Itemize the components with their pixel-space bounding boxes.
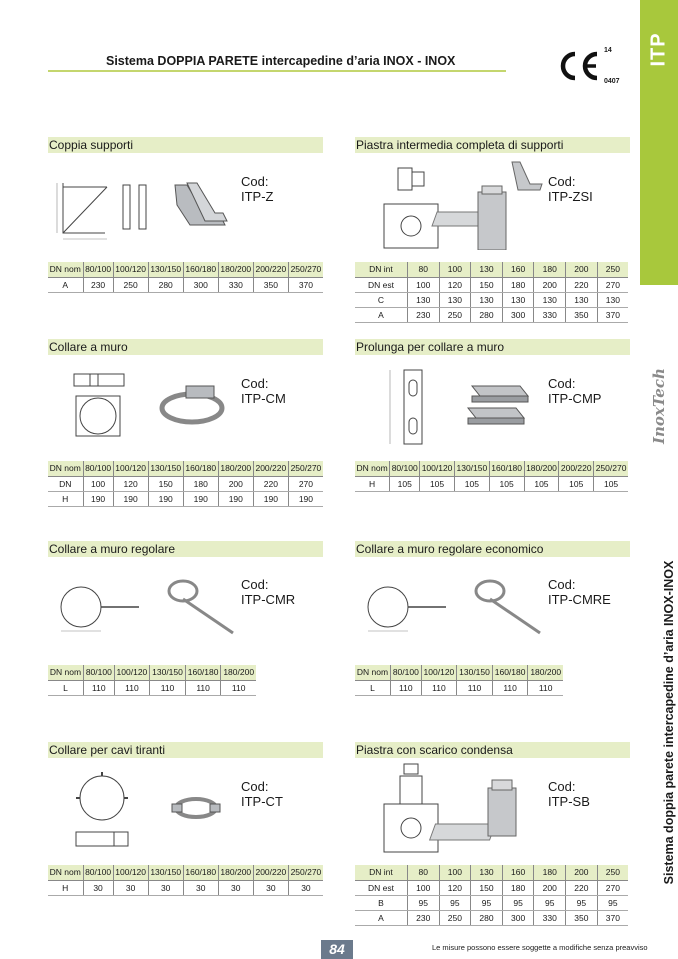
table-row [355, 680, 563, 695]
table-header-cell: 100/120 [113, 262, 148, 277]
support-bracket-drawing [55, 175, 235, 245]
table-cell: H [48, 880, 83, 895]
table-header-cell: 130/150 [457, 665, 493, 680]
table-cell: 130 [407, 292, 439, 307]
table-header-cell: 160 [502, 865, 534, 880]
page-title: Sistema DOPPIA PARETE intercapedine d’aria INOX - INOX [106, 54, 456, 68]
spec-table-itp-cmr [48, 665, 256, 696]
table-header-cell: 100/120 [114, 665, 150, 680]
table-cell: 180 [502, 880, 534, 895]
ce-mark-logo [555, 48, 601, 84]
inoxtech-logo [622, 368, 678, 448]
table-cell: 220 [566, 880, 598, 895]
table-cell: 105 [489, 476, 524, 491]
table-cell: 110 [84, 680, 115, 695]
table-cell: B [355, 895, 407, 910]
table-cell: DN est [355, 880, 407, 895]
table-header-row [48, 665, 256, 680]
table-cell: 110 [391, 680, 422, 695]
ce-number-top: 14 [604, 47, 612, 54]
table-cell: 130 [534, 292, 566, 307]
table-cell: 330 [218, 277, 253, 292]
table-header-row [355, 461, 628, 476]
table-cell: 110 [185, 680, 221, 695]
cod-block-itp-cmp [548, 376, 601, 406]
product-code: ITP-CT [241, 794, 283, 809]
side-tab-text: ITP [647, 32, 670, 67]
table-header-cell: 80/100 [390, 461, 420, 476]
section-collare-cavi-tiranti [48, 742, 323, 758]
table-header-cell: 180 [534, 865, 566, 880]
table-cell: 350 [566, 307, 598, 322]
table-cell: 270 [597, 880, 628, 895]
table-header-cell: 130/150 [148, 461, 183, 476]
table-cell: C [355, 292, 407, 307]
guy-wire-collar-drawing [62, 770, 237, 855]
condensate-plate-drawing [370, 762, 545, 860]
product-code: ITP-SB [548, 794, 590, 809]
table-header-cell: 80/100 [83, 262, 113, 277]
cod-label: Cod: [241, 376, 269, 391]
table-row [48, 880, 323, 895]
table-cell: 280 [471, 307, 503, 322]
table-header-cell: 130/150 [148, 262, 183, 277]
table-cell: A [48, 277, 83, 292]
table-cell: 95 [534, 895, 566, 910]
section-title: Coppia supporti [48, 137, 323, 153]
table-cell: 105 [420, 476, 455, 491]
table-header-cell: 100 [439, 865, 471, 880]
page-number: 84 [321, 940, 353, 959]
spec-table-itp-sb [355, 865, 628, 926]
table-header-cell: 180/200 [528, 665, 563, 680]
table-cell: A [355, 307, 407, 322]
table-header-cell: 200 [566, 865, 598, 880]
cod-block-itp-zsi [548, 174, 593, 204]
cod-label: Cod: [241, 577, 269, 592]
table-header-cell: 80 [407, 865, 439, 880]
table-header-row [355, 865, 628, 880]
table-cell: 150 [471, 880, 503, 895]
table-cell: 110 [492, 680, 528, 695]
table-cell: 190 [148, 491, 183, 506]
table-cell: 180 [183, 476, 218, 491]
table-cell: 95 [566, 895, 598, 910]
table-cell: 105 [594, 476, 628, 491]
table-row [355, 476, 628, 491]
cod-block-itp-cmr [241, 577, 295, 607]
table-cell: 150 [148, 476, 183, 491]
section-title: Collare a muro regolare [48, 541, 323, 557]
table-header-cell: 180/200 [218, 461, 253, 476]
table-cell: 95 [439, 895, 471, 910]
table-cell: 30 [253, 880, 288, 895]
table-cell: 30 [148, 880, 183, 895]
table-header-cell: 160/180 [183, 262, 218, 277]
table-header-cell: 80/100 [83, 865, 113, 880]
section-piastra-intermedia [355, 137, 630, 153]
table-header-cell: 130 [471, 262, 503, 277]
table-header-cell: 130/150 [454, 461, 489, 476]
table-row [355, 277, 628, 292]
footer-note: Le misure possono essere soggette a modifiche senza preavviso [432, 943, 648, 952]
spec-table-itp-zsi [355, 262, 628, 323]
table-header-row [48, 865, 323, 880]
table-cell: 190 [183, 491, 218, 506]
section-title: Piastra intermedia completa di supporti [355, 137, 630, 153]
table-cell: 190 [288, 491, 323, 506]
table-header-cell: 130 [471, 865, 503, 880]
table-header-cell: 200/220 [253, 262, 288, 277]
section-coppia-supporti [48, 137, 323, 153]
table-header-cell: 250/270 [288, 262, 323, 277]
table-header-cell: 180/200 [221, 665, 256, 680]
table-header-cell: 160 [502, 262, 534, 277]
section-title: Collare a muro [48, 339, 323, 355]
side-tab-label [640, 20, 678, 80]
table-header-cell: 160/180 [185, 665, 221, 680]
table-cell: 110 [150, 680, 186, 695]
table-header-cell: DN nom [355, 665, 391, 680]
table-header-cell: 160/180 [183, 461, 218, 476]
spec-table-itp-ct [48, 865, 323, 896]
table-cell: 270 [288, 476, 323, 491]
side-caption-text: Sistema doppia parete intercapedine d’aria INOX-INOX [662, 560, 676, 885]
section-piastra-scarico-condensa [355, 742, 630, 758]
table-cell: 105 [559, 476, 594, 491]
cod-block-itp-z [241, 174, 274, 204]
table-cell: 190 [83, 491, 113, 506]
table-cell: 30 [83, 880, 113, 895]
economic-collar-drawing [362, 575, 547, 640]
table-cell: DN est [355, 277, 407, 292]
table-cell: H [355, 476, 390, 491]
table-header-cell: 200/220 [559, 461, 594, 476]
table-row [355, 880, 628, 895]
table-header-cell: 250/270 [288, 461, 323, 476]
table-header-cell: DN nom [48, 865, 83, 880]
table-cell: 250 [439, 910, 471, 925]
table-header-row [48, 461, 323, 476]
table-cell: 100 [83, 476, 113, 491]
table-header-cell: DN nom [48, 262, 83, 277]
table-row [48, 680, 256, 695]
table-cell: 105 [390, 476, 420, 491]
table-cell: A [355, 910, 407, 925]
section-collare-regolare-economico [355, 541, 630, 557]
spec-table-itp-cmre [355, 665, 563, 696]
section-title: Collare a muro regolare economico [355, 541, 630, 557]
table-cell: 200 [534, 880, 566, 895]
section-title: Collare per cavi tiranti [48, 742, 323, 758]
table-row [355, 910, 628, 925]
table-cell: 95 [597, 895, 628, 910]
table-header-cell: 200/220 [253, 461, 288, 476]
product-code: ITP-Z [241, 189, 274, 204]
table-cell: 95 [471, 895, 503, 910]
table-header-cell: DN nom [48, 461, 83, 476]
table-header-cell: 250/270 [288, 865, 323, 880]
cod-block-itp-cmre [548, 577, 611, 607]
ce-number-bottom: 0407 [604, 78, 620, 85]
table-cell: 100 [407, 277, 439, 292]
table-cell: 330 [534, 307, 566, 322]
table-cell: L [48, 680, 84, 695]
table-header-cell: 100/120 [113, 461, 148, 476]
intermediate-plate-drawing [370, 160, 545, 250]
table-header-cell: 130/150 [150, 665, 186, 680]
table-cell: 30 [183, 880, 218, 895]
cod-label: Cod: [241, 779, 269, 794]
table-header-row [355, 665, 563, 680]
table-header-cell: 250 [597, 262, 628, 277]
table-cell: 220 [253, 476, 288, 491]
table-header-cell: 160/180 [489, 461, 524, 476]
table-cell: 330 [534, 910, 566, 925]
adjustable-collar-drawing [55, 575, 240, 640]
table-cell: 95 [502, 895, 534, 910]
table-cell: 30 [288, 880, 323, 895]
table-header-cell: DN nom [355, 461, 390, 476]
table-cell: 130 [597, 292, 628, 307]
table-header-cell: 180/200 [524, 461, 559, 476]
table-header-cell: 180/200 [218, 865, 253, 880]
side-caption [652, 545, 676, 900]
table-cell: H [48, 491, 83, 506]
spec-table-itp-z [48, 262, 323, 293]
table-cell: 190 [113, 491, 148, 506]
table-header-cell: 80 [407, 262, 439, 277]
table-cell: 200 [534, 277, 566, 292]
cod-label: Cod: [241, 174, 269, 189]
product-code: ITP-CMR [241, 592, 296, 607]
table-cell: 130 [471, 292, 503, 307]
table-header-cell: 250/270 [594, 461, 628, 476]
table-header-cell: 180 [534, 262, 566, 277]
table-header-cell: 100/120 [113, 865, 148, 880]
table-row [355, 307, 628, 322]
table-header-cell: 180/200 [218, 262, 253, 277]
table-header-cell: 100/120 [421, 665, 457, 680]
cod-label: Cod: [548, 779, 576, 794]
table-header-cell: 80/100 [391, 665, 422, 680]
table-cell: 370 [597, 307, 628, 322]
table-row [355, 895, 628, 910]
table-cell: 130 [439, 292, 471, 307]
table-header-cell: 160/180 [492, 665, 528, 680]
table-row [48, 277, 323, 292]
cod-block-itp-sb [548, 779, 590, 809]
table-cell: 180 [502, 277, 534, 292]
table-header-cell: 200/220 [253, 865, 288, 880]
product-code: ITP-CMRE [548, 592, 611, 607]
table-cell: 95 [407, 895, 439, 910]
cod-label: Cod: [548, 376, 576, 391]
table-header-cell: 160/180 [183, 865, 218, 880]
table-row [48, 491, 323, 506]
table-header-row [355, 262, 628, 277]
product-code: ITP-CM [241, 391, 286, 406]
table-cell: 120 [113, 476, 148, 491]
table-cell: 230 [407, 910, 439, 925]
table-cell: 230 [83, 277, 113, 292]
table-cell: 130 [566, 292, 598, 307]
table-row [48, 476, 323, 491]
table-header-cell: 200 [566, 262, 598, 277]
table-cell: 270 [597, 277, 628, 292]
table-cell: 190 [218, 491, 253, 506]
table-cell: 190 [253, 491, 288, 506]
table-cell: L [355, 680, 391, 695]
product-code: ITP-ZSI [548, 189, 593, 204]
table-header-cell: 80/100 [83, 461, 113, 476]
table-cell: 105 [454, 476, 489, 491]
table-cell: 200 [218, 476, 253, 491]
table-header-cell: 130/150 [148, 865, 183, 880]
spec-table-itp-cmp [355, 461, 628, 492]
section-title: Piastra con scarico condensa [355, 742, 630, 758]
spec-table-itp-cm [48, 461, 323, 507]
table-header-cell: 80/100 [84, 665, 115, 680]
wall-collar-drawing [62, 372, 237, 447]
brand-logo-text: InoxTech [650, 368, 668, 444]
table-header-cell: DN int [355, 865, 407, 880]
cod-block-itp-ct [241, 779, 283, 809]
table-cell: 370 [288, 277, 323, 292]
table-cell: 110 [457, 680, 493, 695]
section-collare-regolare [48, 541, 323, 557]
table-cell: 100 [407, 880, 439, 895]
table-cell: 30 [113, 880, 148, 895]
product-code: ITP-CMP [548, 391, 602, 406]
table-cell: 300 [502, 307, 534, 322]
table-cell: 120 [439, 880, 471, 895]
table-row [355, 292, 628, 307]
table-cell: 250 [439, 307, 471, 322]
section-collare-a-muro [48, 339, 323, 355]
table-header-cell: 100 [439, 262, 471, 277]
table-cell: 120 [439, 277, 471, 292]
table-header-row [48, 262, 323, 277]
table-cell: 370 [597, 910, 628, 925]
table-cell: 230 [407, 307, 439, 322]
table-cell: 110 [528, 680, 563, 695]
table-cell: 30 [218, 880, 253, 895]
table-cell: 150 [471, 277, 503, 292]
cod-label: Cod: [548, 174, 576, 189]
table-cell: 280 [148, 277, 183, 292]
table-cell: 250 [113, 277, 148, 292]
table-header-cell: DN int [355, 262, 407, 277]
table-cell: 110 [114, 680, 150, 695]
section-title: Prolunga per collare a muro [355, 339, 630, 355]
table-cell: 220 [566, 277, 598, 292]
table-header-cell: 100/120 [420, 461, 455, 476]
table-cell: 105 [524, 476, 559, 491]
table-cell: 110 [421, 680, 457, 695]
table-cell: 300 [183, 277, 218, 292]
table-header-cell: 250 [597, 865, 628, 880]
table-cell: 300 [502, 910, 534, 925]
cod-block-itp-cm [241, 376, 286, 406]
table-cell: 280 [471, 910, 503, 925]
table-cell: DN [48, 476, 83, 491]
table-cell: 350 [253, 277, 288, 292]
cod-label: Cod: [548, 577, 576, 592]
header-rule [48, 70, 506, 72]
table-cell: 110 [221, 680, 256, 695]
section-prolunga-collare [355, 339, 630, 355]
table-header-cell: DN nom [48, 665, 84, 680]
table-cell: 350 [566, 910, 598, 925]
table-cell: 130 [502, 292, 534, 307]
collar-extension-drawing [380, 366, 540, 448]
